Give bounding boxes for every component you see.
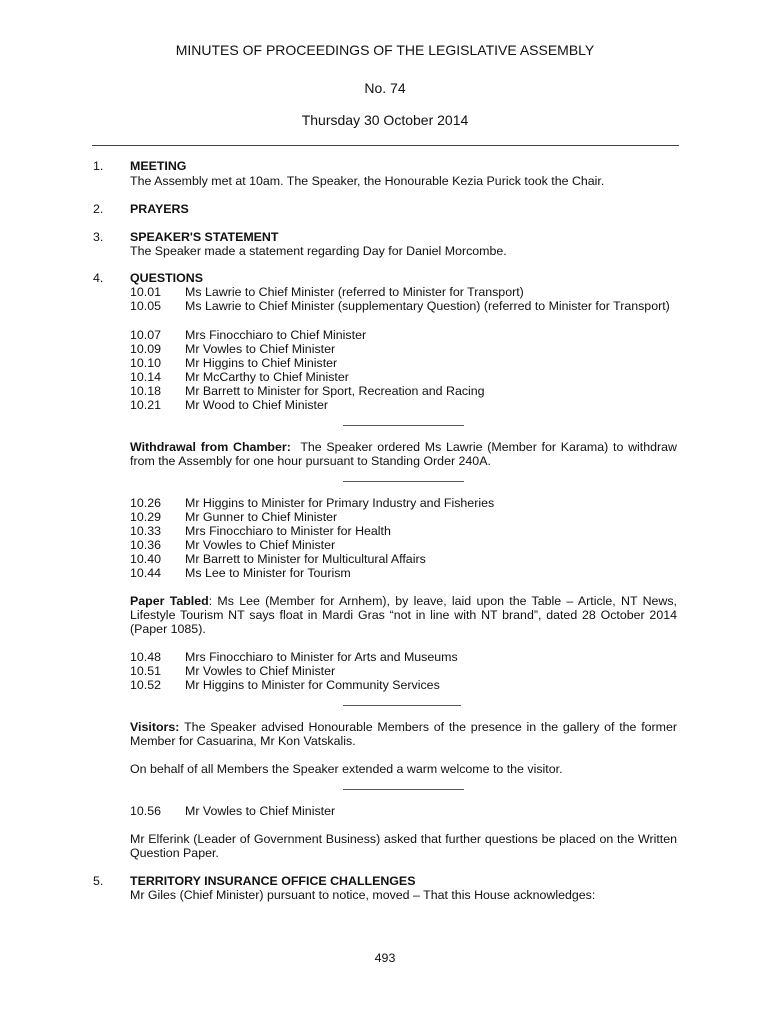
question-time: 10.52 (130, 678, 162, 692)
question-time: 10.33 (130, 524, 162, 538)
question-text: Mrs Finocchiaro to Chief Minister (185, 328, 367, 342)
question-text: Mr Wood to Chief Minister (185, 398, 328, 412)
paper-tabled-text: : Ms Lee (Member for Arnhem), by leave, laid upon the Table – Article, NT News, Lifestyle Tourism NT says float in Mardi Gras “not in line with NT brand”, dated 28 October 2014 (Paper 1085). (130, 594, 677, 636)
question-time: 10.44 (130, 566, 162, 580)
question-entry (130, 538, 677, 552)
withdrawal-text: The Speaker ordered Ms Lawrie (Member for Karama) to withdraw from the Assembly for one hour pursuant to Standing Order 240A. (130, 440, 677, 468)
item-body-speakers-statement: The Speaker made a statement regarding Day for Daniel Morcombe. (130, 244, 507, 258)
question-time: 10.36 (130, 538, 162, 552)
question-time: 10.56 (130, 804, 162, 818)
item-number: 2. (93, 202, 104, 216)
header-rule (92, 145, 679, 146)
question-time: 10.07 (130, 328, 162, 342)
question-text: Mr McCarthy to Chief Minister (185, 370, 349, 384)
question-entry (130, 524, 677, 538)
question-text: Mr Higgins to Minister for Primary Industry and Fisheries (185, 496, 495, 510)
item-heading-questions: QUESTIONS (130, 271, 203, 285)
question-entry (130, 552, 677, 566)
question-entry (130, 285, 677, 299)
question-time: 10.29 (130, 510, 162, 524)
item-body-tio-challenges: Mr Giles (Chief Minister) pursuant to notice, moved – That this House acknowledges: (130, 888, 596, 902)
question-entry (130, 678, 677, 692)
question-entry (130, 356, 677, 370)
item-heading-prayers: PRAYERS (130, 202, 189, 216)
question-text: Ms Lawrie to Chief Minister (referred to Minister for Transport) (185, 285, 524, 299)
question-text: Mr Vowles to Chief Minister (185, 538, 336, 552)
question-text: Mr Vowles to Chief Minister (185, 664, 336, 678)
question-text: Mr Vowles to Chief Minister (185, 342, 336, 356)
item-body-meeting: The Assembly met at 10am. The Speaker, the Honourable Kezia Purick took the Chair. (130, 174, 605, 188)
paper-tabled-paragraph (130, 594, 677, 636)
question-entry (130, 510, 677, 524)
question-time: 10.09 (130, 342, 162, 356)
visitors-welcome: On behalf of all Members the Speaker extended a warm welcome to the visitor. (130, 762, 563, 776)
question-time: 10.01 (130, 285, 162, 299)
item-number: 1. (93, 159, 104, 173)
question-text: Mr Higgins to Minister for Community Services (185, 678, 440, 692)
item-heading-tio-challenges: TERRITORY INSURANCE OFFICE CHALLENGES (130, 874, 416, 888)
question-text: Ms Lawrie to Chief Minister (supplementary Question) (referred to Minister for Transport) (185, 299, 670, 313)
page-number: 493 (374, 951, 396, 965)
withdrawal-label: Withdrawal from Chamber: (130, 440, 291, 454)
item-heading-speakers-statement: SPEAKER'S STATEMENT (130, 230, 279, 244)
visitors-paragraph (130, 720, 677, 748)
item-number: 3. (93, 230, 104, 244)
section-separator (343, 705, 461, 706)
question-text: Mrs Finocchiaro to Minister for Arts and Museums (185, 650, 458, 664)
question-entry (130, 398, 677, 412)
question-time: 10.48 (130, 650, 162, 664)
question-entry (130, 664, 677, 678)
question-entry (130, 370, 677, 384)
item-number: 4. (93, 271, 104, 285)
question-time: 10.26 (130, 496, 162, 510)
question-text: Mr Gunner to Chief Minister (185, 510, 338, 524)
question-time: 10.40 (130, 552, 162, 566)
question-time: 10.05 (130, 299, 162, 313)
paper-tabled-label: Paper Tabled (130, 594, 209, 608)
question-entry (130, 804, 677, 818)
item-heading-meeting: MEETING (130, 159, 187, 173)
question-time: 10.10 (130, 356, 162, 370)
question-entry (130, 328, 677, 342)
section-separator (343, 425, 464, 426)
withdrawal-paragraph (130, 440, 677, 468)
further-questions-paragraph: Mr Elferink (Leader of Government Business) asked that further questions be placed on the Written Question Paper. (130, 832, 677, 860)
question-time: 10.21 (130, 398, 162, 412)
minutes-number: No. 74 (364, 80, 406, 96)
question-entry (130, 496, 677, 510)
minutes-date: Thursday 30 October 2014 (301, 112, 469, 128)
question-text: Ms Lee to Minister for Tourism (185, 566, 351, 580)
question-entry (130, 299, 677, 313)
visitors-label: Visitors: (130, 720, 180, 734)
visitors-text: The Speaker advised Honourable Members of the presence in the gallery of the former Member for Casuarina, Mr Kon Vatskalis. (130, 720, 677, 748)
question-text: Mr Higgins to Chief Minister (185, 356, 338, 370)
question-entry (130, 342, 677, 356)
item-number: 5. (93, 874, 104, 888)
question-time: 10.18 (130, 384, 162, 398)
question-text: Mrs Finocchiaro to Minister for Health (185, 524, 391, 538)
question-text: Mr Barrett to Minister for Multicultural Affairs (185, 552, 426, 566)
question-entry (130, 384, 677, 398)
question-text: Mr Barrett to Minister for Sport, Recreation and Racing (185, 384, 485, 398)
section-separator (343, 481, 464, 482)
question-entry (130, 650, 677, 664)
question-time: 10.14 (130, 370, 162, 384)
question-entry (130, 566, 677, 580)
document-title: MINUTES OF PROCEEDINGS OF THE LEGISLATIVE ASSEMBLY (175, 42, 595, 58)
question-text: Mr Vowles to Chief Minister (185, 804, 336, 818)
question-time: 10.51 (130, 664, 162, 678)
section-separator (343, 789, 464, 790)
